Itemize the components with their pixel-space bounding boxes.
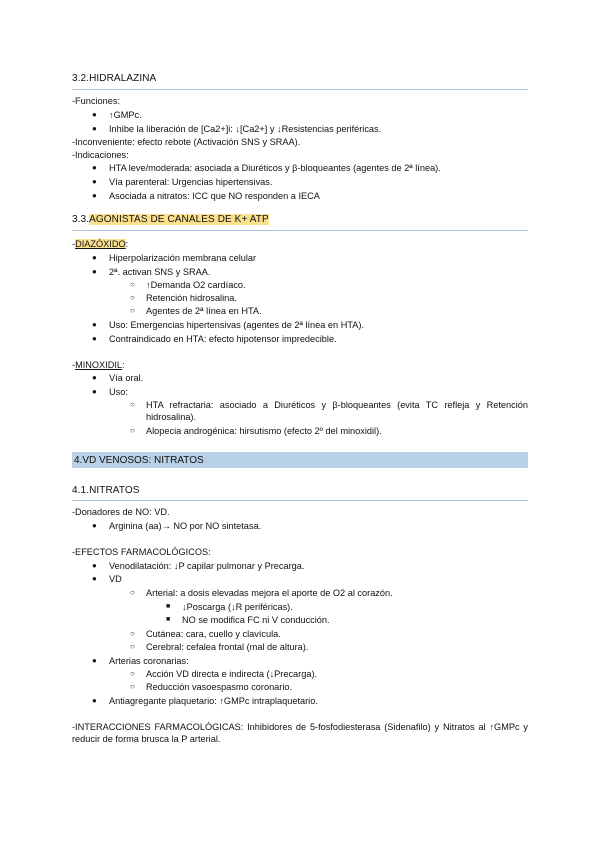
- list-item: Cerebral: cefalea frontal (mal de altura).: [146, 642, 309, 652]
- circle-bullet-icon: ○: [130, 629, 135, 638]
- list-item: Vía parenteral: Urgencias hipertensivas.: [109, 177, 273, 187]
- list-item: Asociada a nitratos: ICC que NO responden a IECA: [109, 191, 320, 201]
- list-item: Vía oral.: [109, 373, 144, 383]
- list-item: Hiperpolarización membrana celular: [109, 253, 257, 263]
- dash: -: [72, 239, 76, 249]
- list-item: Agentes de 2ª línea en HTA.: [146, 306, 262, 316]
- list-item: Arginina (aa)→ NO por NO sintetasa.: [109, 521, 262, 531]
- section-title-hidralazina: 3.2.HIDRALAZINA: [72, 73, 157, 84]
- list-item: Venodilatación: ↓P capilar pulmonar y Precarga.: [109, 561, 305, 571]
- bullet-icon: ●: [92, 163, 97, 172]
- bullet-icon: ●: [92, 110, 97, 119]
- bullet-icon: ●: [92, 334, 97, 343]
- square-bullet-icon: ■: [166, 616, 171, 623]
- section-rule: [72, 89, 528, 90]
- list-item: HTA refractaria: asociado a Diuréticos y β-bloqueantes (evita TC refleja y Retención hidrosalina).: [146, 400, 528, 422]
- section-band-vd-venosos: [72, 452, 528, 468]
- diazoxido-label: [72, 238, 128, 250]
- donadores-text: -Donadores de NO: VD.: [72, 507, 170, 517]
- bullet-icon: ●: [92, 696, 97, 705]
- list-item: Antiagregante plaquetario: ↑GMPc intraplaquetario.: [109, 696, 318, 706]
- section-title-vd-venosos: 4.VD VENOSOS: NITRATOS: [74, 455, 204, 466]
- colon: :: [125, 239, 129, 249]
- circle-bullet-icon: ○: [130, 400, 135, 409]
- list-item: Contraindicado en HTA: efecto hipotensor impredecible.: [109, 334, 337, 344]
- highlighted-title: AGONISTAS DE CANALES DE K+ ATP: [89, 214, 269, 225]
- section-rule: [72, 230, 528, 231]
- bullet-icon: ●: [92, 191, 97, 200]
- minoxidil-name: MINOXIDIL: [75, 360, 123, 370]
- bullet-icon: ●: [92, 253, 97, 262]
- section-rule: [72, 500, 528, 501]
- bullet-icon: ●: [92, 574, 97, 583]
- list-item: Arterias coronarias:: [109, 656, 189, 666]
- list-item: Arterial: a dosis elevadas mejora el aporte de O2 al corazón.: [146, 588, 393, 598]
- square-bullet-icon: ■: [166, 603, 171, 610]
- list-item: Cutánea: cara, cuello y clavícula.: [146, 629, 281, 639]
- list-item: ↓Poscarga (↓R periféricas).: [182, 602, 293, 612]
- circle-bullet-icon: ○: [130, 306, 135, 315]
- list-item: 2ª. activan SNS y SRAA.: [109, 267, 211, 277]
- bullet-icon: ●: [92, 320, 97, 329]
- bullet-icon: ●: [92, 124, 97, 133]
- circle-bullet-icon: ○: [130, 669, 135, 678]
- list-item: Alopecia androgénica: hirsutismo (efecto 2º del minoxidil).: [146, 426, 382, 436]
- bullet-icon: ●: [92, 177, 97, 186]
- list-item: Uso: Emergencias hipertensivas (agentes de 2ª línea en HTA).: [109, 320, 364, 330]
- list-item: Inhibe la liberación de [Ca2+]i: ↓[Ca2+] y ↓Resistencias periféricas.: [109, 124, 382, 134]
- dash: -: [72, 360, 76, 370]
- section-title-agonistas: [72, 214, 528, 225]
- circle-bullet-icon: ○: [130, 642, 135, 651]
- circle-bullet-icon: ○: [130, 293, 135, 302]
- list-item: Uso:: [109, 387, 128, 397]
- indicaciones-label: -Indicaciones:: [72, 150, 129, 160]
- list-item: VD: [109, 574, 122, 584]
- interacciones-text: -INTERACCIONES FARMACOLÓGICAS: Inhibidores de 5-fosfodiesterasa (Sidenafilo) y Nitratos al ↑GMPc y reducir de forma brusca la P arterial.: [72, 722, 528, 744]
- diazoxido-name: DIAZÓXIDO: [75, 239, 126, 249]
- list-item: ↑GMPc.: [109, 110, 142, 120]
- section-title-nitratos: 4.1.NITRATOS: [72, 485, 140, 496]
- circle-bullet-icon: ○: [130, 426, 135, 435]
- list-item: Reducción vasoespasmo coronario.: [146, 682, 293, 692]
- circle-bullet-icon: ○: [130, 682, 135, 691]
- bullet-icon: ●: [92, 656, 97, 665]
- list-item: Acción VD directa e indirecta (↓Precarga).: [146, 669, 318, 679]
- list-item: Retención hidrosalina.: [146, 293, 237, 303]
- circle-bullet-icon: ○: [130, 588, 135, 597]
- list-item: NO se modifica FC ni V conducción.: [182, 615, 330, 625]
- list-item: ↑Demanda O2 cardíaco.: [146, 280, 246, 290]
- section-number: 3.3.: [72, 214, 90, 225]
- bullet-icon: ●: [92, 387, 97, 396]
- list-item: HTA leve/moderada: asociada a Diuréticos y β-bloqueantes (agentes de 2ª línea).: [109, 163, 441, 173]
- bullet-icon: ●: [92, 521, 97, 530]
- inconveniente-text: -Inconveniente: efecto rebote (Activación SNS y SRAA).: [72, 137, 301, 147]
- bullet-icon: ●: [92, 267, 97, 276]
- circle-bullet-icon: ○: [130, 280, 135, 289]
- bullet-icon: ●: [92, 561, 97, 570]
- bullet-icon: ●: [92, 373, 97, 382]
- efectos-label: -EFECTOS FARMACOLÓGICOS:: [72, 547, 211, 557]
- funciones-label: -Funciones:: [72, 96, 121, 106]
- colon: :: [122, 360, 125, 370]
- minoxidil-label: [72, 359, 125, 371]
